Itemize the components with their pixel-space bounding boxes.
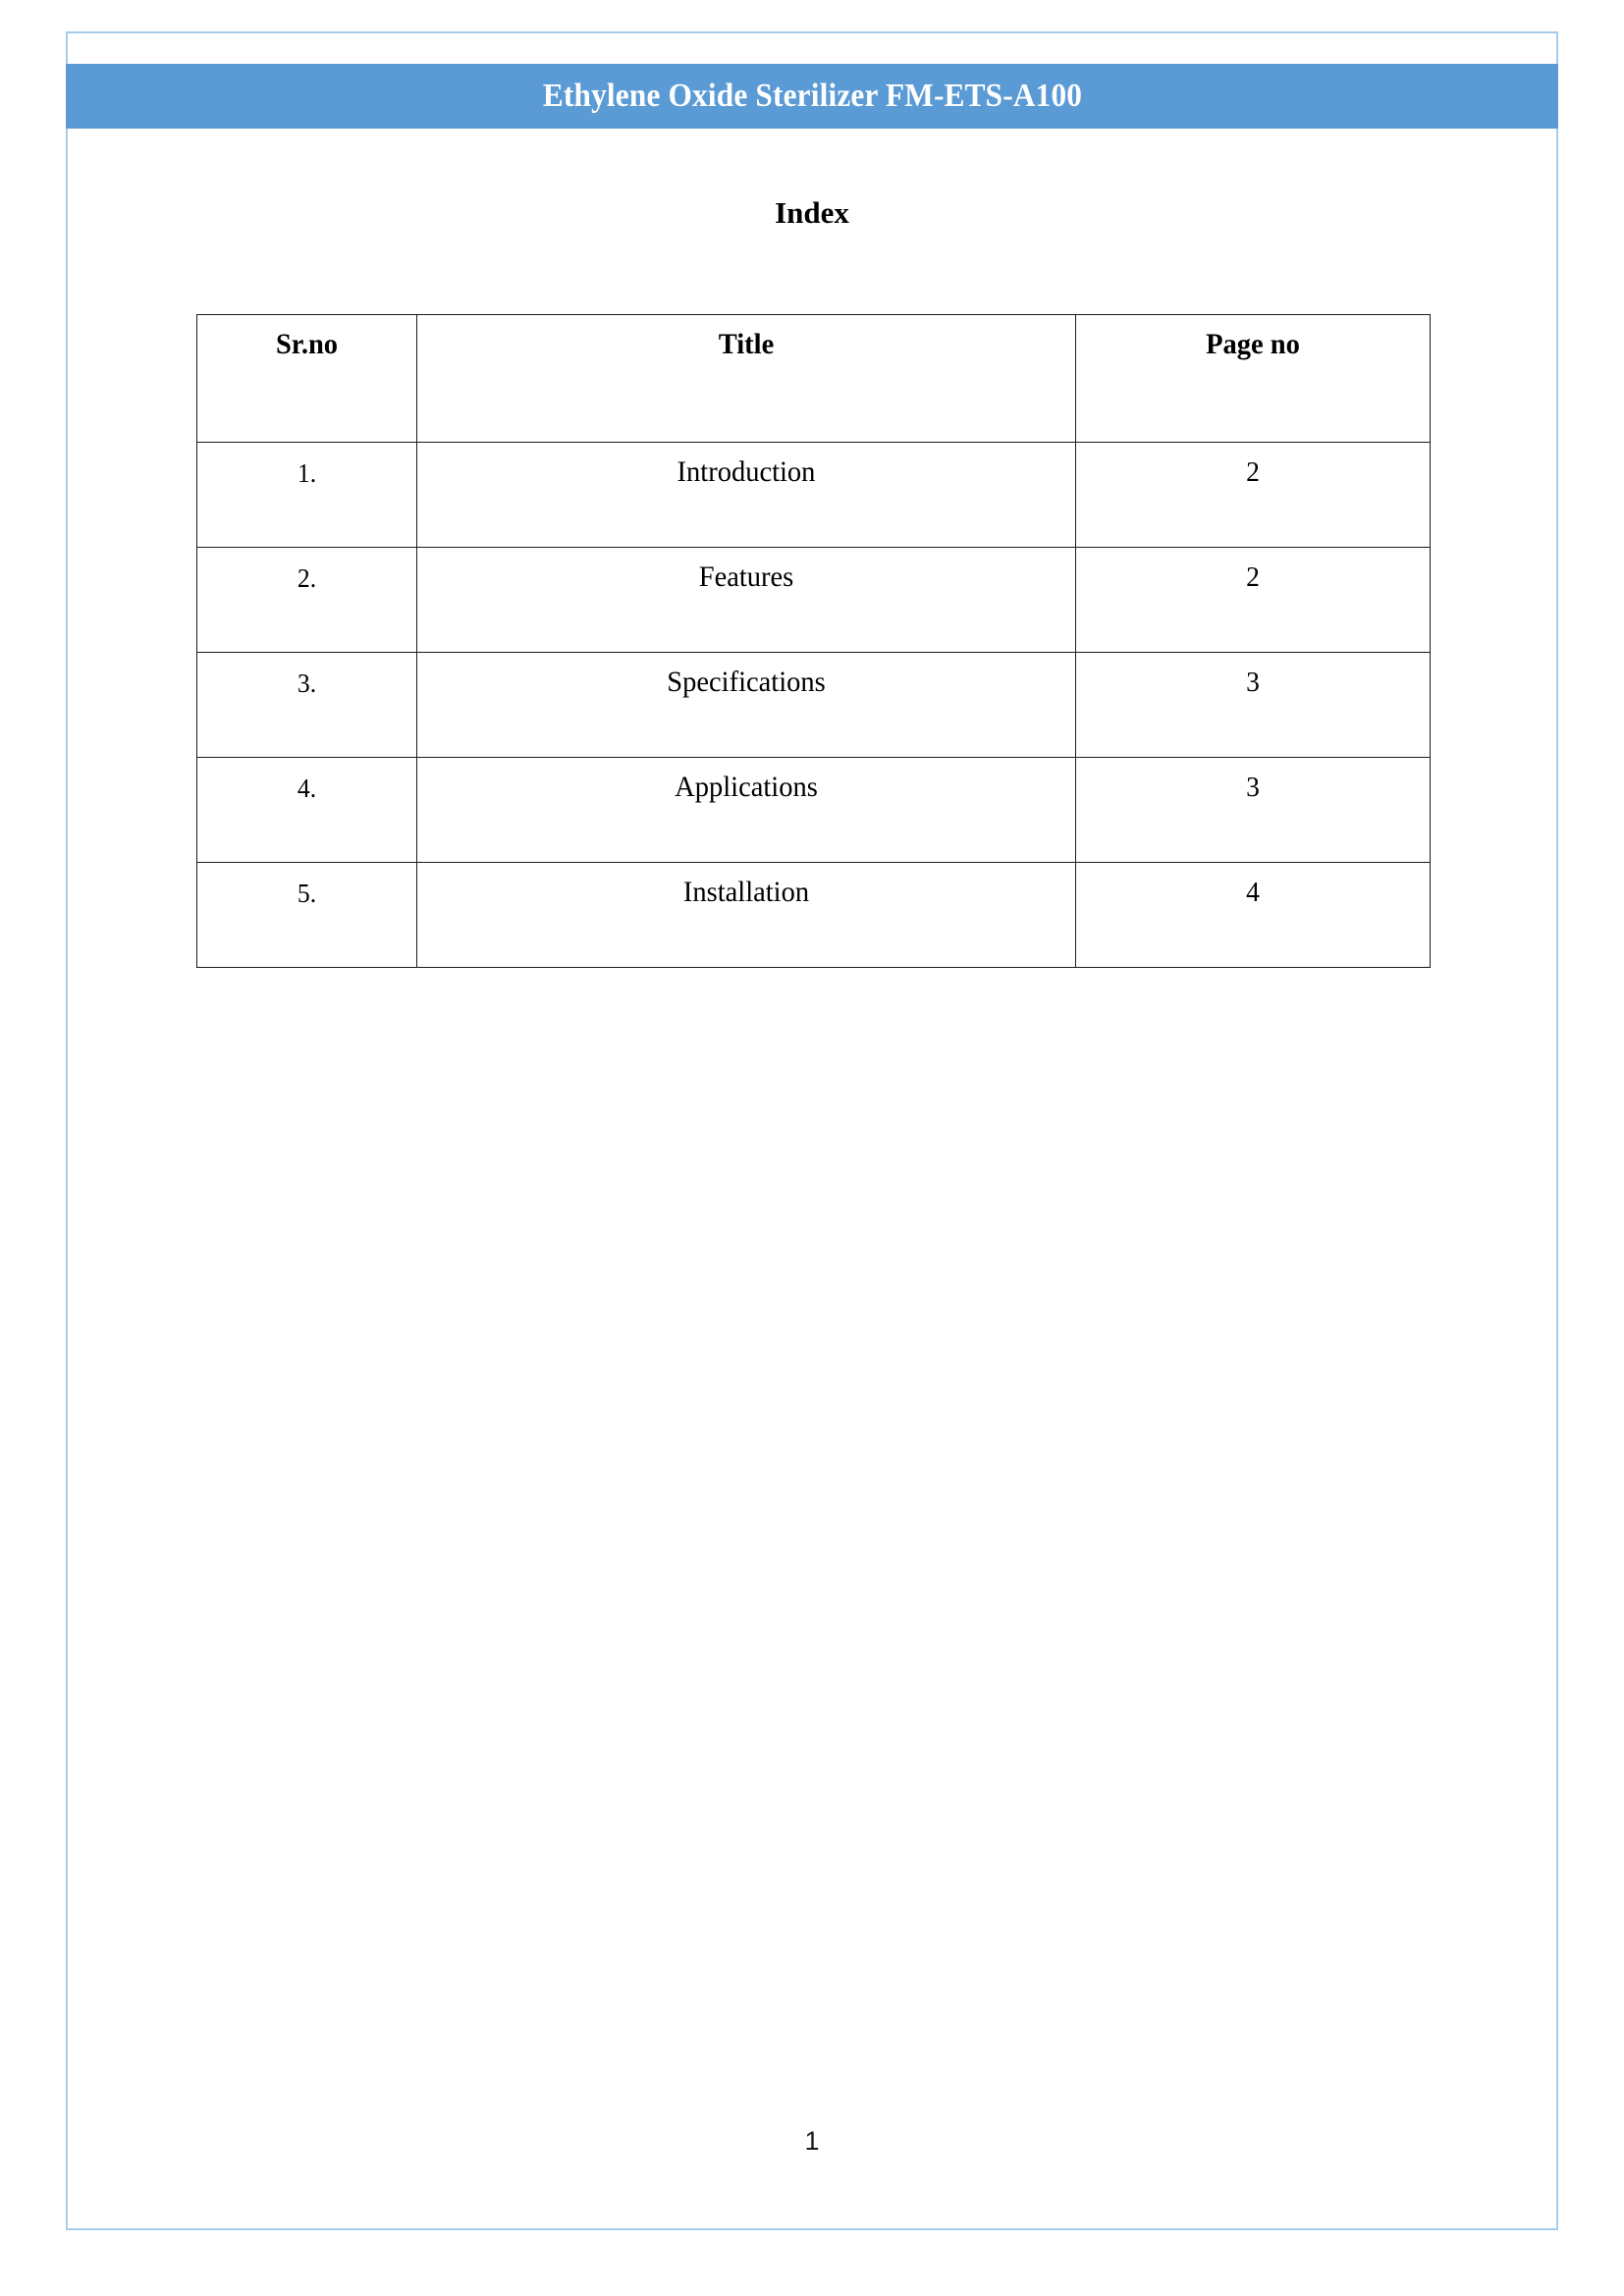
column-header-sr-no	[197, 315, 417, 443]
cell-page-no-value: 2	[1246, 561, 1260, 593]
cell-sr-no	[197, 758, 417, 863]
column-header-title	[417, 315, 1076, 443]
cell-title-value: Specifications	[667, 666, 826, 698]
table-row	[197, 443, 1431, 548]
footer-page-number: 1	[804, 2126, 820, 2156]
table-header-row	[197, 315, 1431, 443]
cell-page-no	[1076, 443, 1431, 548]
cell-page-no	[1076, 653, 1431, 758]
cell-title-value: Installation	[682, 876, 810, 908]
cell-sr-no	[197, 653, 417, 758]
cell-sr-no	[197, 443, 417, 548]
cell-title	[417, 863, 1076, 968]
cell-title	[417, 548, 1076, 653]
cell-title-value: Features	[698, 561, 794, 593]
cell-sr-no-value: 3.	[297, 668, 317, 698]
cell-page-no	[1076, 758, 1431, 863]
cell-sr-no-value: 5.	[297, 879, 317, 908]
cell-sr-no-value: 2.	[297, 563, 317, 593]
cell-page-no-value: 3	[1246, 667, 1260, 698]
cell-sr-no	[197, 863, 417, 968]
column-header-page-no-label: Page no	[1206, 328, 1300, 360]
cell-page-no-value: 3	[1246, 772, 1260, 803]
cell-page-no	[1076, 863, 1431, 968]
table-row	[197, 548, 1431, 653]
cell-title	[417, 443, 1076, 548]
cell-title-value: Applications	[675, 771, 818, 803]
cell-sr-no	[197, 548, 417, 653]
index-table-container	[196, 314, 1430, 968]
cell-title-value: Introduction	[677, 455, 816, 488]
cell-sr-no-value: 1.	[297, 458, 317, 488]
document-title: Ethylene Oxide Sterilizer FM-ETS-A100	[542, 78, 1082, 114]
column-header-title-label: Title	[718, 328, 775, 360]
cell-title	[417, 758, 1076, 863]
table-row	[197, 758, 1431, 863]
column-header-sr-no-label: Sr.no	[275, 328, 339, 360]
table-row	[197, 863, 1431, 968]
cell-title	[417, 653, 1076, 758]
index-heading: Index	[775, 195, 849, 230]
index-table	[196, 314, 1431, 968]
column-header-page-no	[1076, 315, 1431, 443]
cell-sr-no-value: 4.	[297, 774, 317, 803]
document-title-banner	[66, 64, 1558, 129]
cell-page-no-value: 2	[1246, 456, 1260, 488]
cell-page-no-value: 4	[1246, 877, 1260, 908]
cell-page-no	[1076, 548, 1431, 653]
table-row	[197, 653, 1431, 758]
